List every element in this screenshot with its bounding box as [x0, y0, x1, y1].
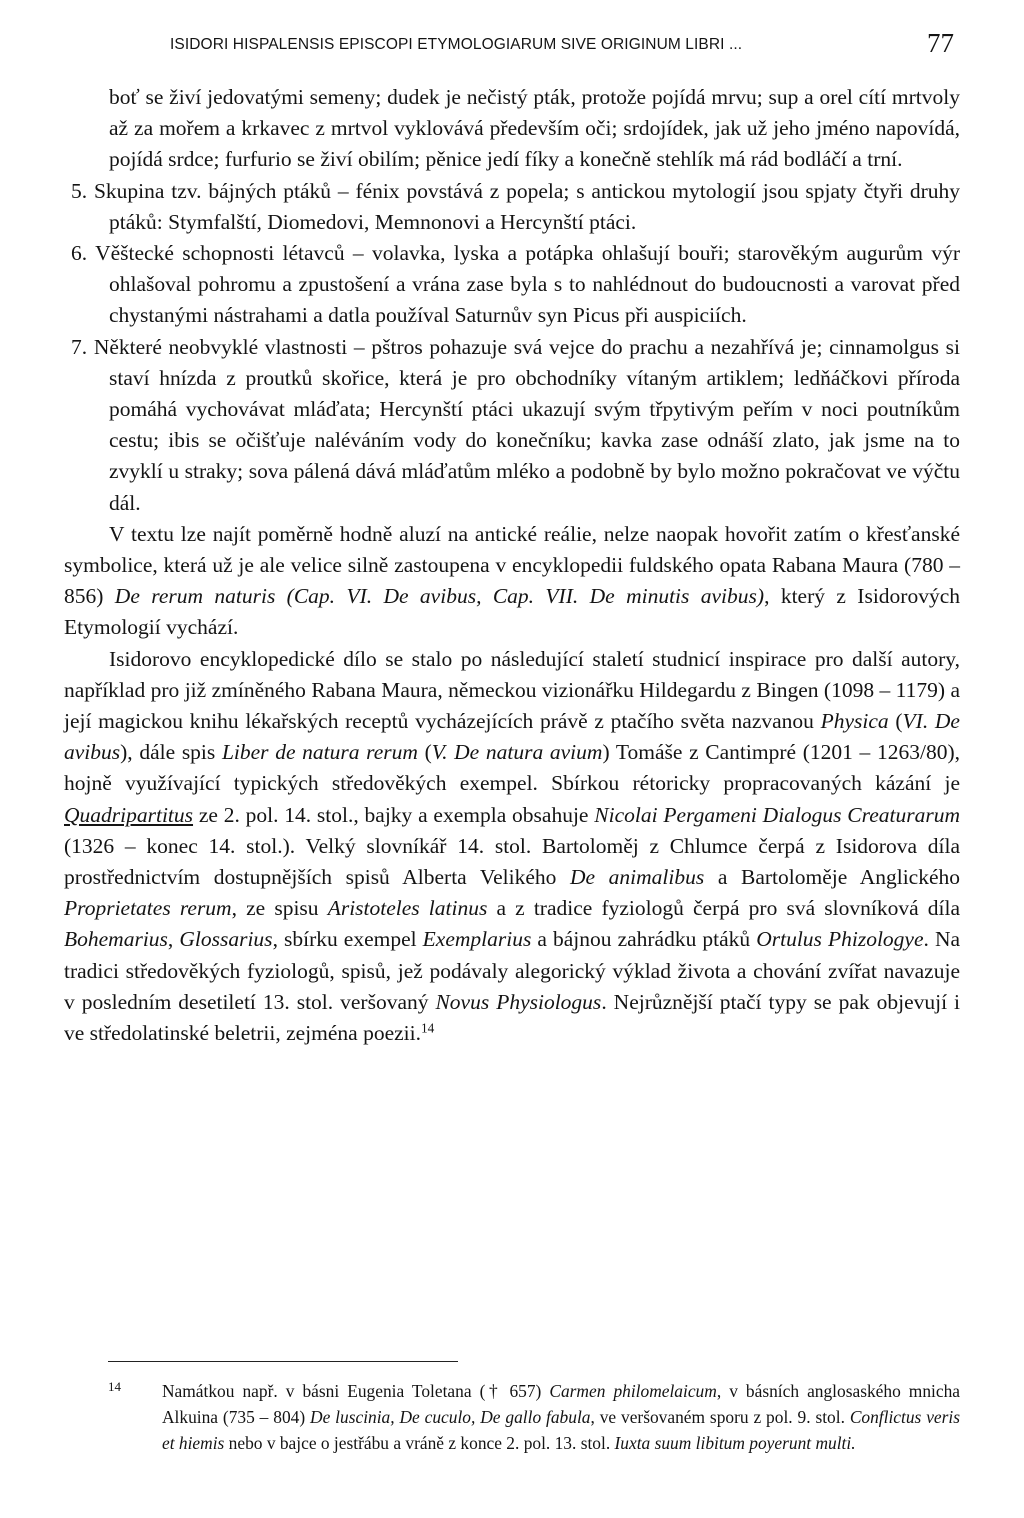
- text-run: ) Tomáše z Cantimpré (1201 – 1263/80), hojně využívající typických středověkých exempel. Sbírkou rétoricky propracovaných kázání je: [64, 740, 960, 796]
- text-run: . Na tradici středověkých fyziologů, spisů, jež podávaly alegorický výklad života a chování zvířat navazuje v posledním desetiletí 13. stol. veršovaný: [64, 927, 961, 1014]
- italic-title: De rerum naturis (Cap. VI. De avibus, Cap. VII. De minutis avibus): [114, 584, 765, 609]
- list-item-text: Některé neobvyklé vlastnosti – pštros pohazuje svá vejce do prachu a nezahřívá je; cinnamolgus si staví hnízda z proutků skořice, která je pro obchodníky vítaným artiklem; ledňáčkovi příroda pomáhá vychovávat mláďata; Hercynští ptáci ukazují svým třpytivým peřím v noci poutníkům cestu; ibis se očišťuje naléváním vody do konečníku; kavka zase odnáší zlato, jak jsme na to zvyklí u straky; sova pálená dává mláďatům mléko a podobně by bylo možno pokračovat ve výčtu dál.: [93, 334, 961, 515]
- text-run: ,: [167, 927, 180, 952]
- italic-title: V. De natura avium: [431, 740, 603, 765]
- page-number: 77: [927, 28, 954, 58]
- italic-title: Conflictus veris et hiemis: [162, 1407, 961, 1453]
- italic-title: Ortulus Phizologye: [756, 927, 924, 952]
- text-run: , v básních anglosaského mnicha Alkuina (735 – 804): [162, 1381, 960, 1427]
- footnote-14: [108, 1378, 960, 1456]
- list-item-7: [64, 332, 960, 519]
- text-run: , sbírku exempel: [272, 927, 423, 952]
- text-run: , ve veršovaném sporu z pol. 9. stol.: [590, 1407, 850, 1427]
- text-run: , ze spisu: [231, 896, 328, 921]
- footnote-ref: 14: [421, 1020, 435, 1036]
- italic-title: De luscinia, De cuculo, De gallo fabula: [310, 1407, 591, 1427]
- footnote-text: [108, 1378, 960, 1456]
- list-number: 7.: [71, 334, 88, 359]
- main-text: [64, 82, 960, 1049]
- text-run: Namátkou např. v básni Eugenia Toletana († 657): [162, 1381, 550, 1401]
- text-run: ), dále spis: [120, 740, 222, 765]
- italic-title: Exemplarius: [422, 927, 532, 952]
- list-item-text: Skupina tzv. bájných ptáků – fénix povstává z popela; s antickou mytologií jsou spjaty čtyři druhy ptáků: Stymfalští, Diomedovi, Memnonovi a Hercynští ptáci.: [93, 178, 960, 234]
- running-header: [170, 30, 960, 66]
- text-run: a Bartoloměje Anglického: [704, 865, 961, 890]
- text-run: nebo v bajce o jestřábu a vráně z konce 2. pol. 13. stol.: [224, 1433, 615, 1453]
- list-item-6: [64, 238, 960, 332]
- italic-title: Proprietates rerum: [64, 896, 232, 921]
- text-run: (1326 – konec 14. stol.). Velký slovníkář 14. stol. Bartoloměj z Chlumce čerpá z Isidorova díla prostřednictvím dostupnějších spisů Alberta Velikého: [64, 833, 960, 890]
- text-run: , který z Isidorových Etymologií vychází.: [64, 584, 960, 640]
- italic-title: Nicolai Pergameni Dialogus Creaturarum: [594, 802, 960, 827]
- paragraph-rabanus: [64, 519, 960, 644]
- text-run: (: [417, 740, 432, 765]
- italic-title: Aristoteles latinus: [327, 896, 488, 921]
- italic-title: Glossarius: [179, 927, 273, 952]
- text-run: (: [888, 709, 903, 734]
- italic-title: Novus Physiologus: [435, 989, 602, 1014]
- list-item-4-continuation: boť se živí jedovatými semeny; dudek je nečistý pták, protože pojídá mrvu; sup a orel cítí mrtvoly až za mořem a krkavec z mrtvol vyklovává především oči; srdojídek, jak už jeho jméno napovídá, pojídá srdce; furfurio se živí obilím; pěnice jedí fíky a konečně stehlík má rád bodláčí a trní.: [109, 85, 960, 172]
- text-run: a bájnou zahrádku ptáků: [531, 927, 757, 952]
- list-item-5: [64, 176, 960, 238]
- italic-title: Iuxta suum libitum poyerunt multi.: [614, 1433, 856, 1453]
- italic-title: Liber de natura rerum: [221, 740, 418, 765]
- list-number: 6.: [71, 241, 88, 266]
- italic-title: Bohemarius: [64, 927, 168, 952]
- italic-title: Carmen philomelaicum: [549, 1381, 717, 1401]
- text-run: V textu lze najít poměrně hodně aluzí na antické reálie, nelze naopak hovořit zatím o křesťanské symbolice, která už je ale velice silně zastoupena v encyklopedii fuldského opata Rabana Maura (780 – 856): [64, 521, 960, 609]
- text-run: Isidorovo encyklopedické dílo se stalo po následující staletí studnicí inspirace pro další autory, například pro již zmíněného Rabana Maura, německou vizionářku Hildegardu z Bingen (1098 – 1179) a její magickou knihu lékařských receptů vycházejících právě z ptačího světa nazvanou: [64, 646, 960, 734]
- list-number: 5.: [71, 178, 88, 203]
- italic-title: De animalibus: [569, 865, 705, 890]
- text-run: . Nejrůznější ptačí typy se pak objevují i ve středolatinské beletrii, zejména poezii.: [64, 989, 961, 1046]
- text-run: ze 2. pol. 14. stol., bajky a exempla obsahuje: [193, 802, 595, 827]
- footnote-number: 14: [108, 1379, 121, 1394]
- footnote-divider: [108, 1361, 458, 1362]
- italic-title: Physica: [820, 709, 889, 734]
- running-head-title: ISIDORI HISPALENSIS EPISCOPI ETYMOLOGIARUM SIVE ORIGINUM LIBRI ...: [170, 36, 743, 53]
- italic-title: VI. De avibus: [64, 709, 960, 765]
- italic-title-underlined: Quadripartitus: [64, 802, 194, 827]
- text-run: a z tradice fyziologů čerpá pro svá slovníková díla: [487, 896, 960, 921]
- list-item-text: Věštecké schopnosti létavců – volavka, lyska a potápka ohlašují bouři; starověkým augurům výr ohlašoval pohromu a zpustošení a vrána zase byla s to nahlédnout do budoucnosti a varovat před chystanými nástrahami a datla používal Saturnův syn Picus při auspiciích.: [95, 241, 960, 328]
- paragraph-reception: [64, 644, 960, 1050]
